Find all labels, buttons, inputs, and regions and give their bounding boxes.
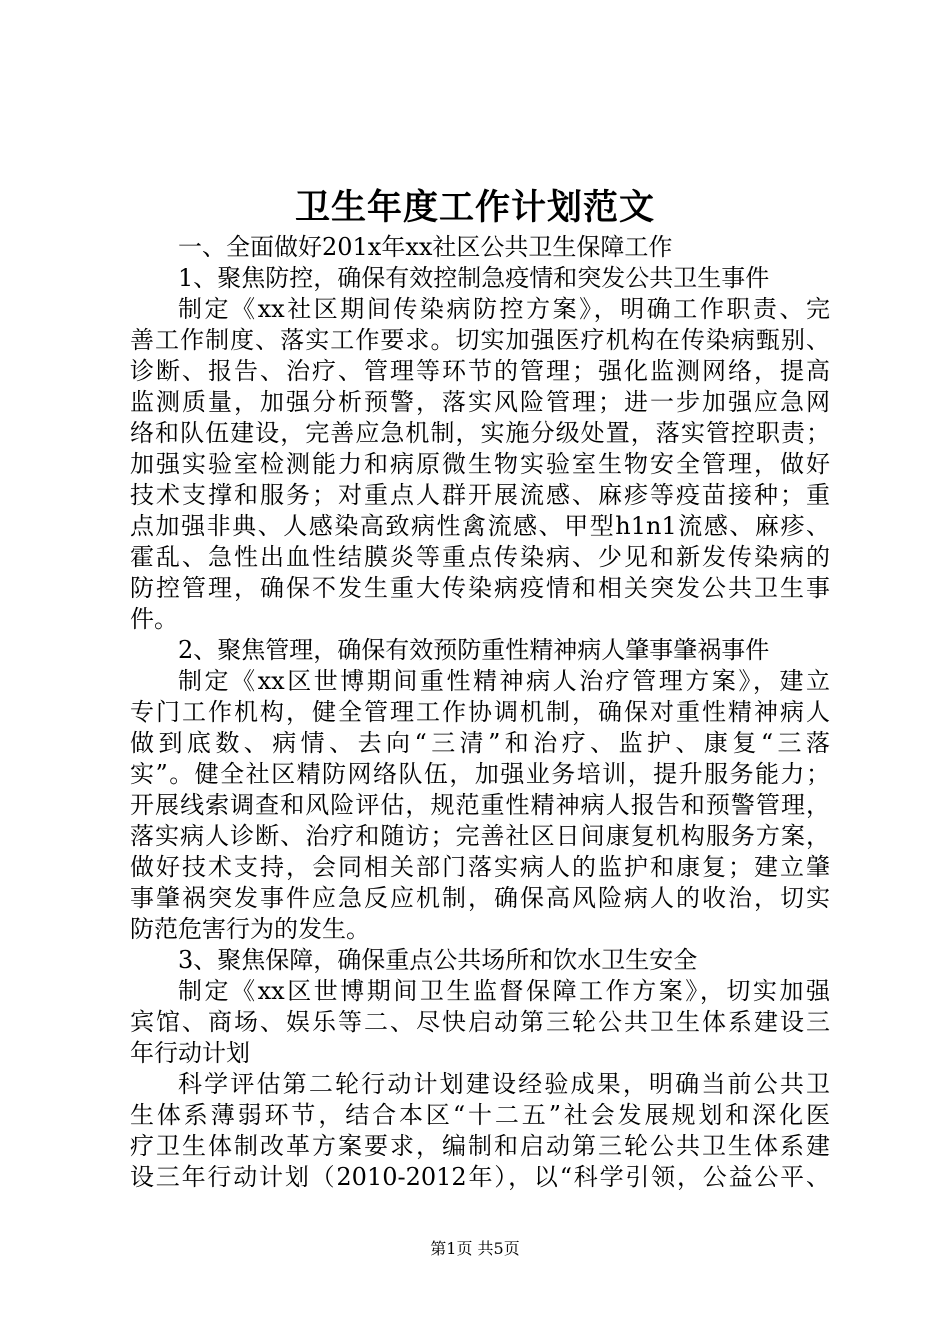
body-text-line: 络和队伍建设，完善应急机制，实施分级处置，落实管控职责；: [130, 419, 830, 447]
body-text-line: 制定《xx社区期间传染病防控方案》，明确工作职责、完: [178, 295, 830, 323]
body-text-line: 开展线索调查和风险评估，规范重性精神病人报告和预警管理，: [130, 791, 830, 819]
body-text-line: 1、聚焦防控，确保有效控制急疫情和突发公共卫生事件: [178, 264, 770, 292]
body-text-line: 技术支撑和服务；对重点人群开展流感、麻疹等疫苗接种；重: [130, 481, 830, 509]
body-text-line: 生体系薄弱环节，结合本区“十二五”社会发展规划和深化医: [130, 1101, 830, 1129]
body-text-line: 做到底数、病情、去向“三清”和治疗、监护、康复“三落: [130, 729, 830, 757]
body-text-line: 点加强非典、人感染高致病性禽流感、甲型h1n1流感、麻疹、: [130, 512, 830, 540]
body-text-line: 善工作制度、落实工作要求。切实加强医疗机构在传染病甄别、: [130, 326, 830, 354]
body-text-line: 科学评估第二轮行动计划建设经验成果，明确当前公共卫: [178, 1070, 830, 1098]
body-text-line: 一、全面做好201x年xx社区公共卫生保障工作: [178, 233, 673, 261]
page-number-footer: 第1页 共5页: [430, 1239, 520, 1258]
body-text-line: 加强实验室检测能力和病原微生物实验室生物安全管理，做好: [130, 450, 830, 478]
body-text-line: 防控管理，确保不发生重大传染病疫情和相关突发公共卫生事: [130, 574, 830, 602]
body-text-line: 件。: [130, 605, 178, 633]
document-title: 卫生年度工作计划范文: [294, 187, 655, 228]
body-text-line: 2、聚焦管理，确保有效预防重性精神病人肇事肇祸事件: [178, 636, 770, 664]
body-text-line: 专门工作机构，健全管理工作协调机制，确保对重性精神病人: [130, 698, 830, 726]
body-text-line: 落实病人诊断、治疗和随访；完善社区日间康复机构服务方案，: [130, 822, 830, 850]
body-text-line: 疗卫生体制改革方案要求，编制和启动第三轮公共卫生体系建: [130, 1132, 830, 1160]
body-text-line: 事肇祸突发事件应急反应机制，确保高风险病人的收治，切实: [130, 884, 830, 912]
body-text-line: 设三年行动计划（2010-2012年），以“科学引领，公益公平、: [130, 1163, 830, 1191]
body-text-line: 制定《xx区世博期间卫生监督保障工作方案》，切实加强: [178, 977, 830, 1005]
body-text-line: 监测质量，加强分析预警，落实风险管理；进一步加强应急网: [130, 388, 830, 416]
body-text-line: 霍乱、急性出血性结膜炎等重点传染病、少见和新发传染病的: [130, 543, 830, 571]
body-text-line: 实”。健全社区精防网络队伍，加强业务培训，提升服务能力；: [130, 760, 830, 788]
body-text-line: 诊断、报告、治疗、管理等环节的管理；强化监测网络，提高: [130, 357, 830, 385]
document-body: [130, 232, 830, 1193]
body-text-line: 制定《xx区世博期间重性精神病人治疗管理方案》，建立: [178, 667, 830, 695]
body-text-line: 宾馆、商场、娱乐等二、尽快启动第三轮公共卫生体系建设三: [130, 1008, 830, 1036]
body-text-line: 3、聚焦保障，确保重点公共场所和饮水卫生安全: [178, 946, 698, 974]
body-text-line: 年行动计划: [130, 1039, 250, 1067]
body-text-line: 防范危害行为的发生。: [130, 915, 370, 943]
body-text-line: 做好技术支持，会同相关部门落实病人的监护和康复；建立肇: [130, 853, 830, 881]
